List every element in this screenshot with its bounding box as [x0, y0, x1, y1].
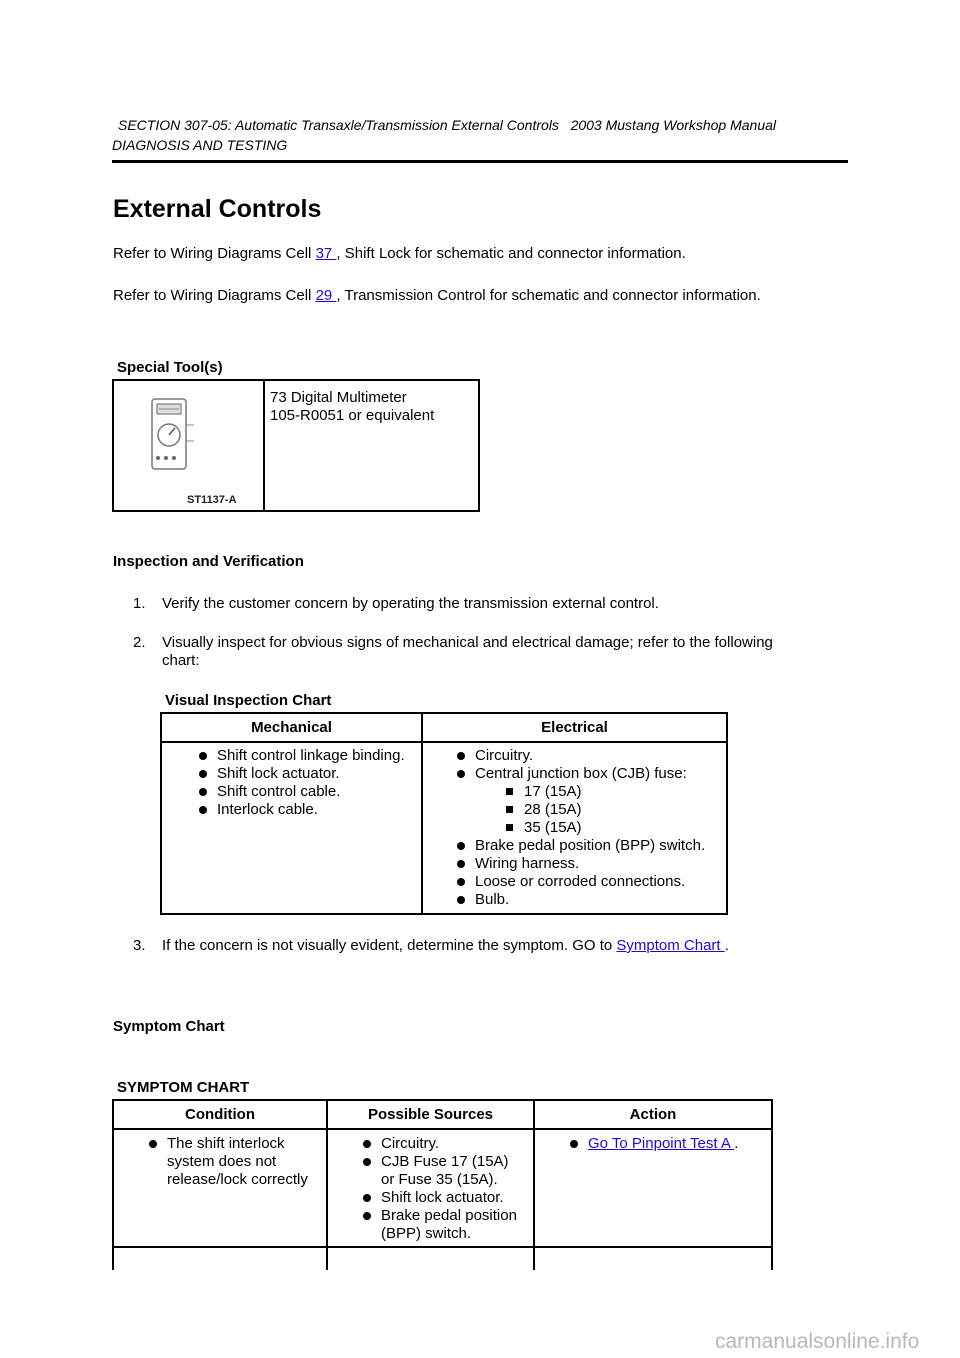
- special-tools-caption: Special Tool(s): [117, 359, 223, 376]
- tool-part-number: 105-R0051 or equivalent: [270, 407, 435, 424]
- pinpoint-test-a-link[interactable]: Go To Pinpoint Test A: [588, 1135, 735, 1152]
- list-item: Shift lock actuator.: [381, 1189, 517, 1207]
- action-cell: Go To Pinpoint Test A .: [588, 1135, 738, 1153]
- sources-header: Possible Sources: [367, 1106, 494, 1123]
- step-1-text: Verify the customer concern by operating the transmission external control.: [162, 595, 659, 612]
- wiring-cell-37-link[interactable]: 37: [315, 245, 337, 262]
- list-item: Shift control cable.: [217, 783, 405, 801]
- visual-inspection-table: [160, 712, 728, 915]
- multimeter-icon: [142, 395, 198, 480]
- list-item: Circuitry.: [475, 747, 705, 765]
- section-title: SECTION 307-05: Automatic Transaxle/Transmission External Controls 2003 Mustang Workshop Manual: [118, 117, 777, 133]
- list-item: Brake pedal position (BPP) switch.: [475, 837, 705, 855]
- list-item: Circuitry.: [381, 1135, 517, 1153]
- special-tools-divider: [263, 381, 265, 510]
- intro-paragraph-1: Refer to Wiring Diagrams Cell 37 , Shift Lock for schematic and connector information.: [113, 245, 686, 262]
- subsection-title: DIAGNOSIS AND TESTING: [112, 137, 288, 153]
- intro-paragraph-2: Refer to Wiring Diagrams Cell 29 , Transmission Control for schematic and connector information.: [113, 287, 761, 304]
- electrical-header: Electrical: [541, 719, 608, 736]
- fuse-item: 28 (15A): [475, 801, 705, 819]
- symptom-chart-link[interactable]: Symptom Chart: [616, 937, 725, 954]
- symptom-heading: Symptom Chart: [113, 1018, 225, 1035]
- electrical-list: [475, 747, 705, 909]
- list-item: Brake pedal position (BPP) switch.: [381, 1207, 517, 1243]
- action-header: Action: [629, 1106, 677, 1123]
- inspection-heading: Inspection and Verification: [113, 553, 304, 570]
- list-item: Bulb.: [475, 891, 705, 909]
- step-3-number: 3.: [133, 937, 146, 954]
- tool-image-label: ST1137-A: [187, 494, 237, 506]
- watermark: carmanualsonline.info: [715, 1330, 920, 1353]
- symptom-table: [112, 1099, 773, 1270]
- list-item: Loose or corroded connections.: [475, 873, 705, 891]
- header-divider: [112, 160, 848, 163]
- step-1-number: 1.: [133, 595, 146, 612]
- list-item: Interlock cable.: [217, 801, 405, 819]
- visual-col-divider: [421, 714, 423, 913]
- fuse-item: 35 (15A): [475, 819, 705, 837]
- tool-description: [270, 389, 434, 425]
- list-item: Shift lock actuator.: [217, 765, 405, 783]
- visual-header-divider: [162, 741, 726, 743]
- fuse-item: 17 (15A): [475, 783, 705, 801]
- sources-list: [381, 1135, 517, 1243]
- page-title: External Controls: [113, 195, 322, 223]
- list-item: Shift control linkage binding.: [217, 747, 405, 765]
- step-3-text: If the concern is not visually evident, determine the symptom. GO to Symptom Chart .: [162, 937, 729, 954]
- wiring-cell-29-link[interactable]: 29: [315, 287, 337, 304]
- list-item: CJB Fuse 17 (15A) or Fuse 35 (15A).: [381, 1153, 517, 1189]
- tool-name: 73 Digital Multimeter: [270, 389, 407, 406]
- symptom-chart-caption: SYMPTOM CHART: [117, 1079, 250, 1096]
- list-item: Central junction box (CJB) fuse:: [475, 765, 705, 783]
- condition-cell: The shift interlock system does not release/lock correctly: [167, 1135, 308, 1189]
- mechanical-header: Mechanical: [251, 719, 332, 736]
- step-2-number: 2.: [133, 634, 146, 651]
- step-2-text: Visually inspect for obvious signs of mechanical and electrical damage; refer to the following chart:: [162, 634, 773, 669]
- mechanical-list: [217, 747, 405, 819]
- list-item: Wiring harness.: [475, 855, 705, 873]
- condition-header: Condition: [185, 1106, 255, 1123]
- visual-chart-caption: Visual Inspection Chart: [165, 692, 332, 709]
- special-tools-table: [112, 379, 480, 512]
